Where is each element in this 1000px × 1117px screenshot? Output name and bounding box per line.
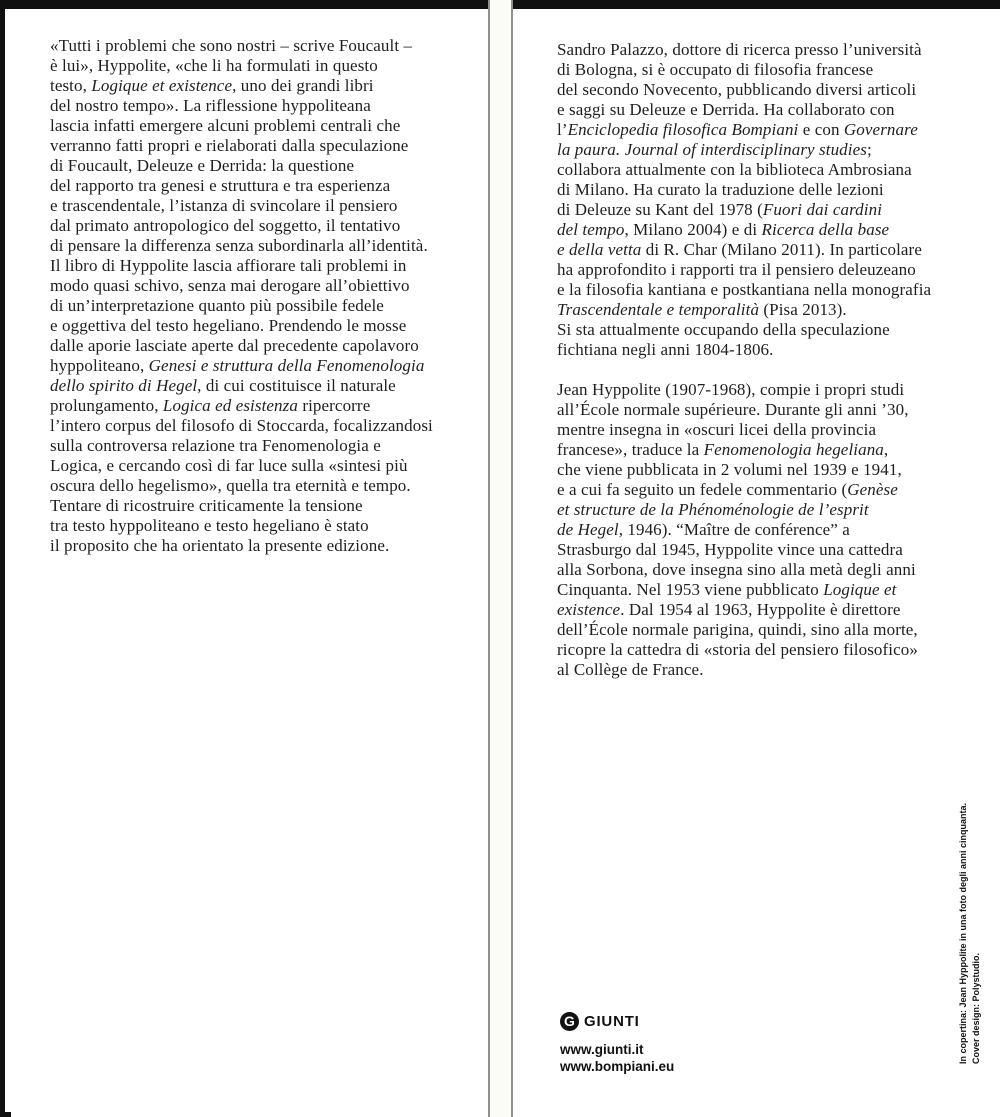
hyppolite-bio-paragraph: Jean Hyppolite (1907-1968), compie i propri studi all’École normale supérieure. Durante gli anni ’30, mentre insegna in «oscuri licei della provincia francese», traduce la Fenomenologia hegeliana, che viene pubblicata in 2 volumi nel 1939 e 1941, e a cui fa seguito un fedele commentario (Genèse et structure de la Phénoménologie de l’esprit de Hegel, 1946). “Maître de conférence” a Strasburgo dal 1945, Hyppolite vince una cattedra alla Sorbona, dove insegna sino alla metà degli anni Cinquanta. Nel 1953 viene pubblicato Logique et existence. Dal 1954 al 1963, Hyppolite è direttore dell’École normale parigina, quindi, sino alla morte, ricopre la cattedra di «storia del pensiero filosofico» al Collège de France. (557, 380, 918, 679)
giunti-g-icon: G (560, 1012, 579, 1031)
spine-fold (488, 0, 513, 1117)
publisher-block (560, 1012, 674, 1075)
giunti-logo (560, 1012, 674, 1031)
publisher-websites (560, 1041, 674, 1075)
book-description-text: «Tutti i problemi che sono nostri – scrive Foucault – è lui», Hyppolite, «che li ha formulati in questo testo, Logique et existence, uno dei grandi libri del nostro tempo». La riflessione hyppoliteana lascia infatti emergere alcuni problemi centrali che verranno fatti propri e rielaborati dalla speculazione di Foucault, Deleuze e Derrida: la questione del rapporto tra genesi e struttura e tra esperienza e trascendentale, l’istanza di svincolare il pensiero dal primato antropologico del soggetto, il tentativo di pensare la differenza senza subordinarla all’identità. Il libro di Hyppolite lascia affiorare tali problemi in modo quasi schivo, senza mai derogare all’obiettivo di un’interpretazione quanto più possibile fedele e oggettiva del testo hegeliano. Prendendo le mosse dalle aporie lasciate aperte dal precedente capolavoro hyppoliteano, Genesi e struttura della Fenomenologia dello spirito di Hegel, di cui costituisce il naturale prolungamento, Logica ed esistenza ripercorre l’intero corpus del filosofo di Stoccarda, focalizzandosi sulla controversa relazione tra Fenomenologia e Logica, e cercando così di far luce sulla «sintesi più oscura dello hegelismo», quella tra eternità e tempo. Tentare di ricostruire criticamente la tensione tra testo hyppoliteano e testo hegeliano è stato il proposito che ha orientato la presente edizione. (50, 36, 433, 555)
giunti-logo-text: GIUNTI (584, 1013, 640, 1030)
author-bios (557, 40, 987, 680)
scan-edge-left (0, 0, 5, 1117)
bompiani-website-link[interactable]: www.bompiani.eu (560, 1059, 675, 1074)
giunti-website-link[interactable]: www.giunti.it (560, 1042, 644, 1057)
cover-photo-credit: In copertina: Jean Hyppolite in una foto degli anni cinquanta. Cover design: Polystudio. (958, 802, 981, 1064)
scan-edge-bottom-left (0, 1112, 11, 1117)
translator-bio-paragraph: Sandro Palazzo, dottore di ricerca presso l’università di Bologna, si è occupato di filosofia francese del secondo Novecento, pubblicando diversi articoli e saggi su Deleuze e Derrida. Ha collaborato con l’Enciclopedia filosofica Bompiani e con Governare la paura. Journal of interdisciplinary studies; collabora attualmente con la biblioteca Ambrosiana di Milano. Ha curato la traduzione delle lezioni di Deleuze su Kant del 1978 (Fuori dai cardini del tempo, Milano 2004) e di Ricerca della base e della vetta di R. Char (Milano 2011). In particolare ha approfondito i rapporti tra il pensiero deleuzeano e la filosofia kantiana e postkantiana nella monografia Trascendentale e temporalità (Pisa 2013). Si sta attualmente occupando della speculazione fichtiana negli anni 1804-1806. (557, 40, 932, 359)
